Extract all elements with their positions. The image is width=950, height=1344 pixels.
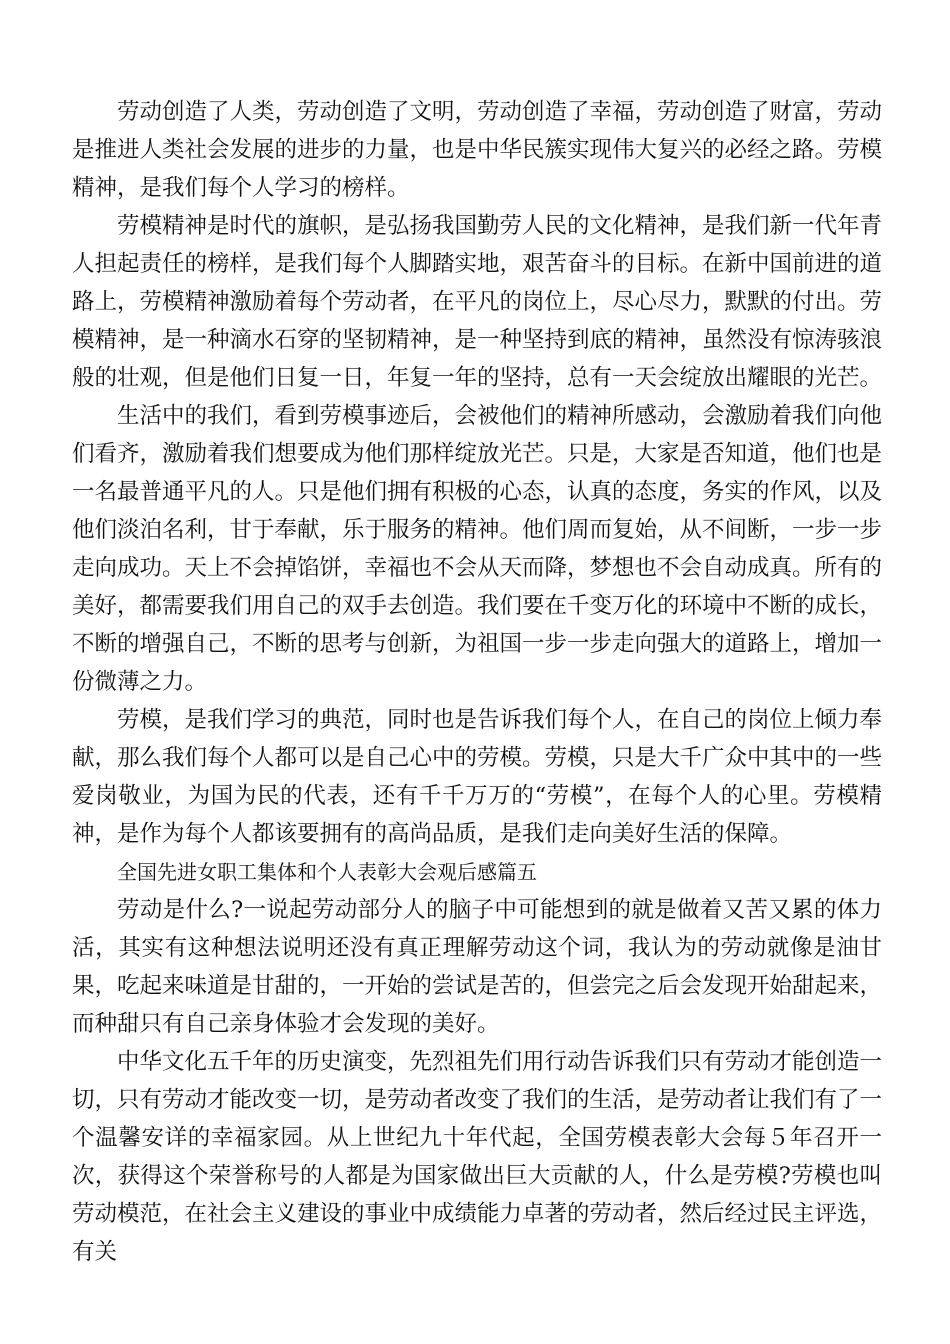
paragraph-daily-life: 生活中的我们，看到劳模事迹后，会被他们的精神所感动，会激励着我们向他们看齐，激励着我们想要成为他们那样绽放光芒。只是，大家是否知道，他们也是一名最普通平凡的人。只是他们拥有积极的心态，认真的态度，务实的作风，以及他们淡泊名利，甘于奉献，乐于服务的精神。他们周而复始，从不间断，一步一步走向成功。天上不会掉馅饼，幸福也不会从天而降，梦想也不会自动成真。所有的美好，都需要我们用自己的双手去创造。我们要在千变万化的环境中不断的成长，不断的增强自己，不断的思考与创新，为祖国一步一步走向强大的道路上，增加一份微薄之力。: [72, 403, 883, 695]
paragraph-model-spirit: 劳模精神是时代的旗帜，是弘扬我国勤劳人民的文化精神，是我们新一代年青人担起责任的榜样，是我们每个人脚踏实地，艰苦奋斗的目标。在新中国前进的道路上，劳模精神激励着每个劳动者，在平凡的岗位上，尽心尽力，默默的付出。劳模精神，是一种滴水石穿的坚韧精神，是一种坚持到底的精神，虽然没有惊涛骇浪般的壮观，但是他们日复一日，年复一年的坚持，总有一天会绽放出耀眼的光芒。: [72, 213, 883, 391]
paragraph-role-model: 劳模，是我们学习的典范，同时也是告诉我们每个人，在自己的岗位上倾力奉献，那么我们每个人都可以是自己心中的劳模。劳模，只是大千广众中其中的一些爱岗敬业，为国为民的代表，还有千千万万的“劳模”，在每个人的心里。劳模精神，是作为每个人都该要拥有的高尚品质，是我们走向美好生活的保障。: [72, 707, 883, 847]
paragraph-what-is-labor: 劳动是什么?一说起劳动部分人的脑子中可能想到的就是做着又苦又累的体力活，其实有这种想法说明还没有真正理解劳动这个词，我认为的劳动就像是油甘果，吃起来味道是甘甜的，一开始的尝试是苦的，但尝完之后会发现开始甜起来，而种甜只有自己亲身体验才会发现的美好。: [72, 897, 883, 1037]
section-heading: 全国先进女职工集体和个人表彰大会观后感篇五: [117, 860, 537, 884]
document-page: [72, 93, 882, 1271]
paragraph-intro: 劳动创造了人类，劳动创造了文明，劳动创造了幸福，劳动创造了财富，劳动是推进人类社会发展的进步的力量，也是中华民簇实现伟大复兴的必经之路。劳模精神，是我们每个人学习的榜样。: [72, 99, 883, 201]
paragraph-history: 中华文化五千年的历史演变，先烈祖先们用行动告诉我们只有劳动才能创造一切，只有劳动才能改变一切，是劳动者改变了我们的生活，是劳动者让我们有了一个温馨安详的幸福家园。从上世纪九十年代起，全国劳模表彰大会每５年召开一次，获得这个荣誉称号的人都是为国家做出巨大贡献的人，什么是劳模?劳模也叫劳动模范，在社会主义建设的事业中成绩能力卓著的劳动者，然后经过民主评选，有关: [72, 1049, 883, 1265]
